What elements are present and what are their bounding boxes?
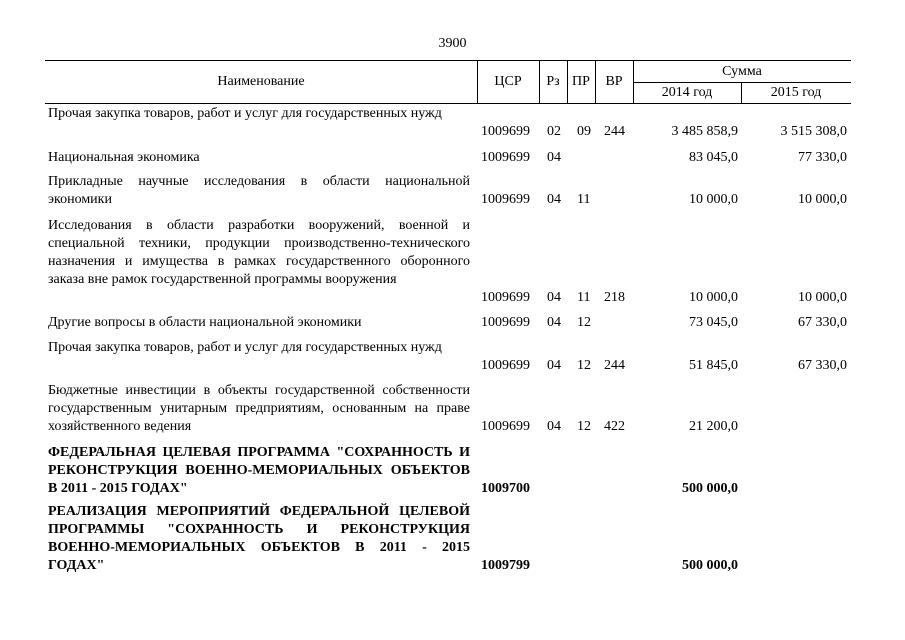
row-pr: 11 bbox=[577, 192, 591, 207]
header-pr: ПР bbox=[572, 74, 590, 89]
row-csr: 1009799 bbox=[481, 558, 530, 573]
row-2014: 500 000,0 bbox=[682, 558, 738, 573]
row-csr: 1009699 bbox=[481, 315, 530, 330]
row-csr: 1009699 bbox=[481, 290, 530, 305]
header-sum: Сумма bbox=[722, 64, 762, 79]
row-2014: 73 045,0 bbox=[689, 315, 738, 330]
row-name: Исследования в области разработки вооружений, военной и специальной техники, продукции производственно-технического назначения и имущества в рамках государственного оборонного заказа вне рамок государственной программы вооружения bbox=[48, 218, 470, 287]
header-vr: ВР bbox=[605, 74, 623, 89]
row-csr: 1009699 bbox=[481, 192, 530, 207]
row-2015: 10 000,0 bbox=[798, 192, 847, 207]
row-2014: 51 845,0 bbox=[689, 358, 738, 373]
row-rz: 04 bbox=[547, 358, 561, 373]
row-2015: 67 330,0 bbox=[798, 358, 847, 373]
row-rz: 04 bbox=[547, 315, 561, 330]
row-name: Прикладные научные исследования в области национальной экономики bbox=[48, 174, 470, 207]
row-2015: 10 000,0 bbox=[798, 290, 847, 305]
row-2014: 83 045,0 bbox=[689, 150, 738, 165]
row-vr: 422 bbox=[604, 419, 625, 434]
row-name: Другие вопросы в области национальной экономики bbox=[48, 315, 362, 330]
header-name: Наименование bbox=[217, 74, 305, 89]
row-name: РЕАЛИЗАЦИЯ МЕРОПРИЯТИЙ ФЕДЕРАЛЬНОЙ ЦЕЛЕВОЙ ПРОГРАММЫ "СОХРАННОСТЬ И РЕКОНСТРУКЦИЯ ВОЕННО-МЕМОРИАЛЬНЫХ ОБЪЕКТОВ В 2011 - 2015 ГОДАХ" bbox=[48, 504, 470, 573]
row-csr: 1009699 bbox=[481, 124, 530, 139]
row-pr: 12 bbox=[577, 358, 591, 373]
row-name: Прочая закупка товаров, работ и услуг для государственных нужд bbox=[48, 106, 442, 121]
row-2014: 10 000,0 bbox=[689, 290, 738, 305]
row-rz: 04 bbox=[547, 419, 561, 434]
row-rz: 04 bbox=[547, 150, 561, 165]
row-vr: 218 bbox=[604, 290, 625, 305]
row-pr: 09 bbox=[577, 124, 591, 139]
row-2014: 3 485 858,9 bbox=[671, 124, 738, 139]
row-pr: 11 bbox=[577, 290, 591, 305]
header-2015: 2015 год bbox=[770, 85, 822, 100]
row-2015: 3 515 308,0 bbox=[780, 124, 847, 139]
row-rz: 04 bbox=[547, 290, 561, 305]
row-name: ФЕДЕРАЛЬНАЯ ЦЕЛЕВАЯ ПРОГРАММА "СОХРАННОСТЬ И РЕКОНСТРУКЦИЯ ВОЕННО-МЕМОРИАЛЬНЫХ ОБЪЕКТОВ В 2011 - 2015 ГОДАХ" bbox=[48, 445, 470, 496]
row-pr: 12 bbox=[577, 315, 591, 330]
row-rz: 02 bbox=[547, 124, 561, 139]
page-number: 3900 bbox=[438, 36, 467, 51]
row-rz: 04 bbox=[547, 192, 561, 207]
row-2015: 67 330,0 bbox=[798, 315, 847, 330]
row-vr: 244 bbox=[604, 124, 625, 139]
header-csr: ЦСР bbox=[494, 74, 522, 89]
row-2014: 21 200,0 bbox=[689, 419, 738, 434]
row-vr: 244 bbox=[604, 358, 625, 373]
row-csr: 1009699 bbox=[481, 150, 530, 165]
row-csr: 1009699 bbox=[481, 358, 530, 373]
row-csr: 1009700 bbox=[481, 481, 530, 496]
row-name: Национальная экономика bbox=[48, 150, 200, 165]
row-2014: 10 000,0 bbox=[689, 192, 738, 207]
row-name: Бюджетные инвестиции в объекты государственной собственности государственным унитарным предприятиям, основанным на праве хозяйственного ведения bbox=[48, 383, 470, 434]
row-csr: 1009699 bbox=[481, 419, 530, 434]
table-header bbox=[45, 60, 851, 104]
row-2015: 77 330,0 bbox=[798, 150, 847, 165]
row-pr: 12 bbox=[577, 419, 591, 434]
header-2014: 2014 год bbox=[661, 85, 713, 100]
row-name: Прочая закупка товаров, работ и услуг для государственных нужд bbox=[48, 340, 442, 355]
header-rz: Рз bbox=[546, 74, 560, 89]
row-2014: 500 000,0 bbox=[682, 481, 738, 496]
